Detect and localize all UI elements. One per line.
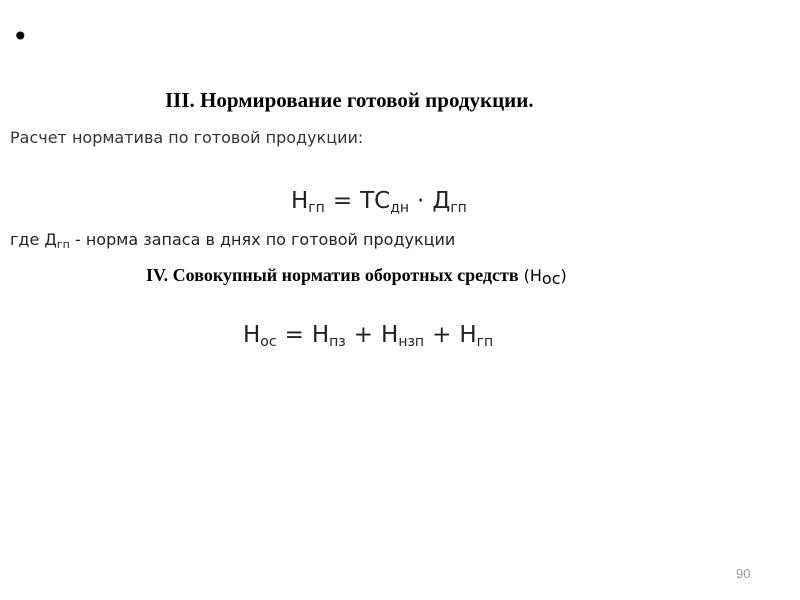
heading2-text: IV. Совокупный норматив оборотных средств	[146, 265, 519, 285]
intro-text: Расчет норматива по готовой продукции:	[10, 128, 364, 147]
formula2-term2-sub: нзп	[398, 334, 425, 350]
heading2-symbol-close: )	[560, 266, 567, 285]
formula1-lhs: Н	[291, 188, 309, 214]
where-sub: гп	[56, 238, 70, 251]
formula2-equals: =	[284, 322, 304, 348]
formula-total-norm	[243, 322, 493, 348]
formula1-lhs-sub: гп	[308, 200, 325, 216]
formula2-term1: Н	[311, 322, 330, 348]
formula1-equals: =	[332, 188, 353, 214]
section-heading-total-norm	[146, 265, 567, 286]
formula-finished-goods-norm	[291, 188, 467, 214]
where-explanation	[10, 230, 455, 249]
formula2-plus1: +	[353, 322, 374, 348]
bullet-marker: •	[12, 20, 29, 53]
where-prefix: где Д	[10, 230, 57, 249]
formula2-lhs: Н	[243, 322, 261, 348]
formula2-lhs-sub: ос	[260, 334, 277, 350]
heading2-symbol-open: (Н	[518, 266, 542, 285]
formula2-term3: Н	[459, 322, 477, 348]
heading2-symbol-sub: ос	[541, 269, 561, 288]
formula2-plus2: +	[432, 322, 452, 348]
formula2-term3-sub: гп	[476, 334, 494, 350]
page-number: 90	[736, 566, 751, 581]
formula2-term1-sub: пз	[329, 334, 346, 350]
formula1-term1-sub: дн	[390, 200, 410, 216]
formula1-term2-sub: гп	[450, 200, 467, 216]
where-suffix: - норма запаса в днях по готовой продукции	[69, 230, 456, 249]
formula1-term2: Д	[432, 188, 451, 214]
formula1-multiply: ·	[417, 188, 425, 214]
formula1-term1: ТС	[360, 188, 391, 214]
formula2-term2: Н	[381, 322, 399, 348]
section-heading-finished-goods: III. Нормирование готовой продукции.	[165, 88, 534, 112]
